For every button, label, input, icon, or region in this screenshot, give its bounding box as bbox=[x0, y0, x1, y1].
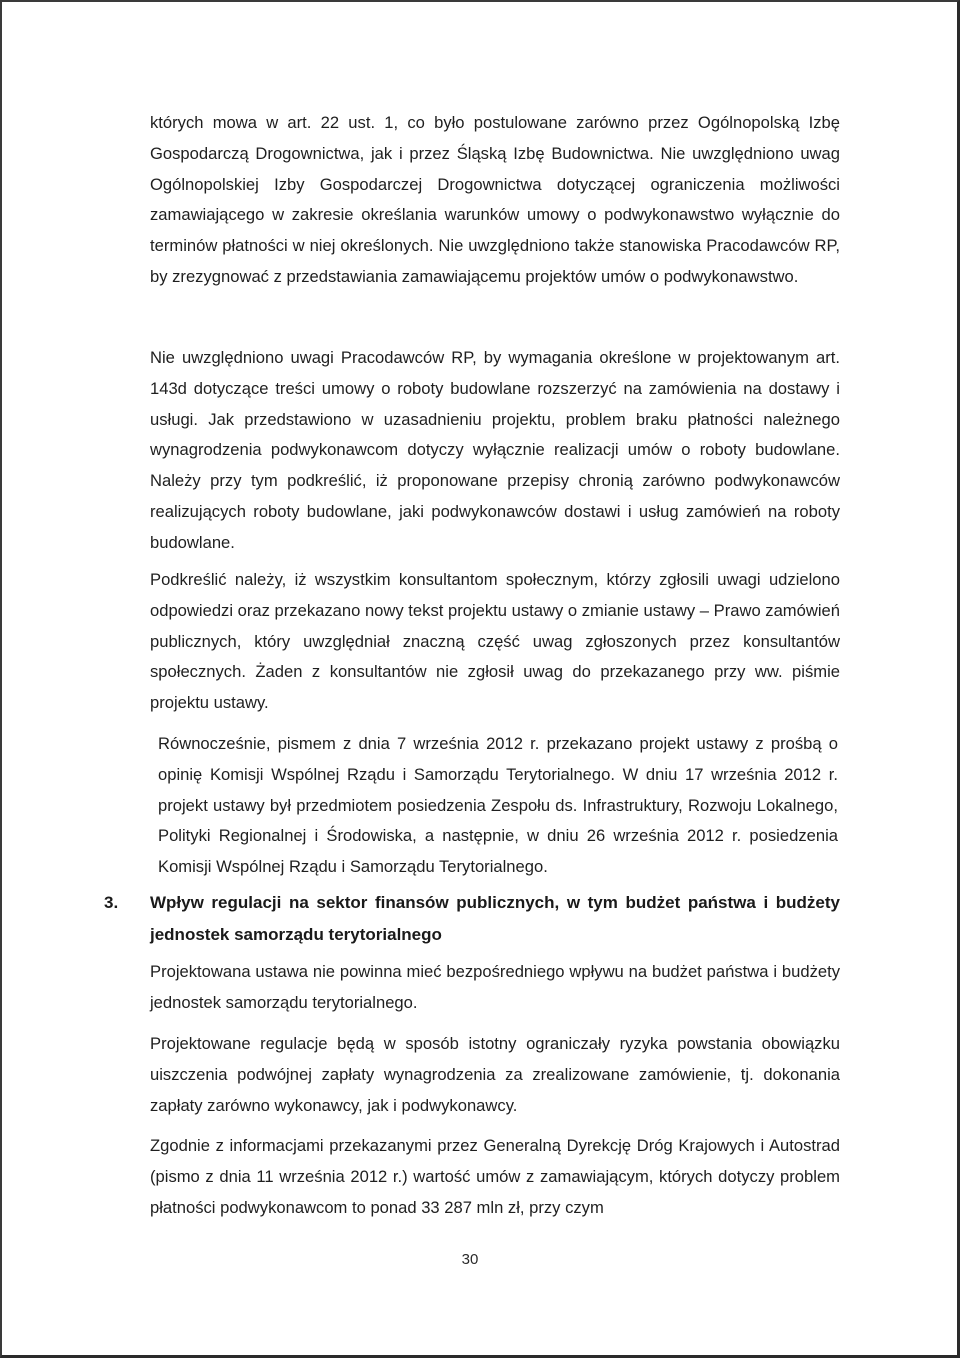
paragraph-text: Projektowane regulacje będą w sposób istotny ograniczały ryzyka powstania obowiązku uiszczenia podwójnej zapłaty wynagrodzenia za zrealizowane zamówienie, tj. dokonania zapłaty zarówno wykonawcy, jak i podwykonawcy. bbox=[150, 1034, 840, 1115]
paragraph-nonconsulted-remarks bbox=[150, 108, 840, 293]
paragraph-text: Zgodnie z informacjami przekazanymi przez Generalną Dyrekcję Dróg Krajowych i Autostrad (pismo z dnia 11 września 2012 r.) wartość umów z zamawiającym, których dotyczy problem płatności podwykonawcom to ponad 33 287 mln zł, przy czym bbox=[150, 1136, 840, 1217]
paragraph-text: których mowa w art. 22 ust. 1, co było postulowane zarówno przez Ogólnopolską Izbę Gospodarczą Drogownictwa, jak i przez Śląską Izbę Budownictwa. Nie uwzględniono uwag Ogólnopolskiej Izby Gospodarczej Drogownictwa dotyczącej ograniczenia możliwości zamawiającego w zakresie określania warunków umowy o podwykonawstwo wyłącznie do terminów płatności w niej określonych. Nie uwzględniono także stanowiska Pracodawców RP, by zrezygnować z przedstawiania zamawiającemu projektów umów o podwykonawstwo. bbox=[150, 113, 840, 286]
section-heading bbox=[104, 887, 840, 951]
section-title: Wpływ regulacji na sektor finansów publicznych, w tym budżet państwa i budżety jednostek samorządu terytorialnego bbox=[150, 893, 840, 944]
page-number: 30 bbox=[461, 1251, 479, 1268]
paragraph-text: Nie uwzględniono uwagi Pracodawców RP, by wymagania określone w projektowanym art. 143d dotyczące treści umowy o roboty budowlane rozszerzyć na zamówienia na dostawy i usługi. Jak przedstawiono w uzasadnieniu projektu, problem braku płatności należnego wynagrodzenia podwykonawcom dotyczy wyłącznie realizacji umów o roboty budowlane. Należy przy tym podkreślić, iż proponowane przepisy chronią zarówno podwykonawców realizujących roboty budowlane, jaki podwykonawców dostawi i usług zamówień na roboty budowlane. bbox=[150, 348, 840, 552]
paragraph-gddkia-data bbox=[150, 1131, 840, 1223]
paragraph-pracodawcow-remark bbox=[150, 343, 840, 559]
paragraph-risk-reduction bbox=[150, 1029, 840, 1121]
paragraph-text: Równocześnie, pismem z dnia 7 września 2012 r. przekazano projekt ustawy z prośbą o opinię Komisji Wspólnej Rządu i Samorządu Terytorialnego. W dniu 17 września 2012 r. projekt ustawy był przedmiotem posiedzenia Zespołu ds. Infrastruktury, Rozwoju Lokalnego, Polityki Regionalnej i Środowiska, a następnie, w dniu 26 września 2012 r. posiedzenia Komisji Wspólnej Rządu i Samorządu Terytorialnego. bbox=[158, 734, 838, 877]
paragraph-budget-impact bbox=[150, 957, 840, 1019]
paragraph-text: Podkreślić należy, iż wszystkim konsultantom społecznym, którzy zgłosili uwagi udzielono odpowiedzi oraz przekazano nowy tekst projektu ustawy o zmianie ustawy – Prawo zamówień publicznych, który uwzględniał znaczną część uwag zgłoszonych przez konsultantów społecznych. Żaden z konsultantów nie zgłosił uwag do przekazanego przy ww. piśmie projektu ustawy. bbox=[150, 570, 840, 713]
paragraph-commission-opinion bbox=[158, 729, 838, 883]
paragraph-text: Projektowana ustawa nie powinna mieć bezpośredniego wpływu na budżet państwa i budżety jednostek samorządu terytorialnego. bbox=[150, 962, 840, 1012]
paragraph-consultants-answered bbox=[150, 565, 840, 719]
section-number: 3. bbox=[104, 893, 119, 912]
